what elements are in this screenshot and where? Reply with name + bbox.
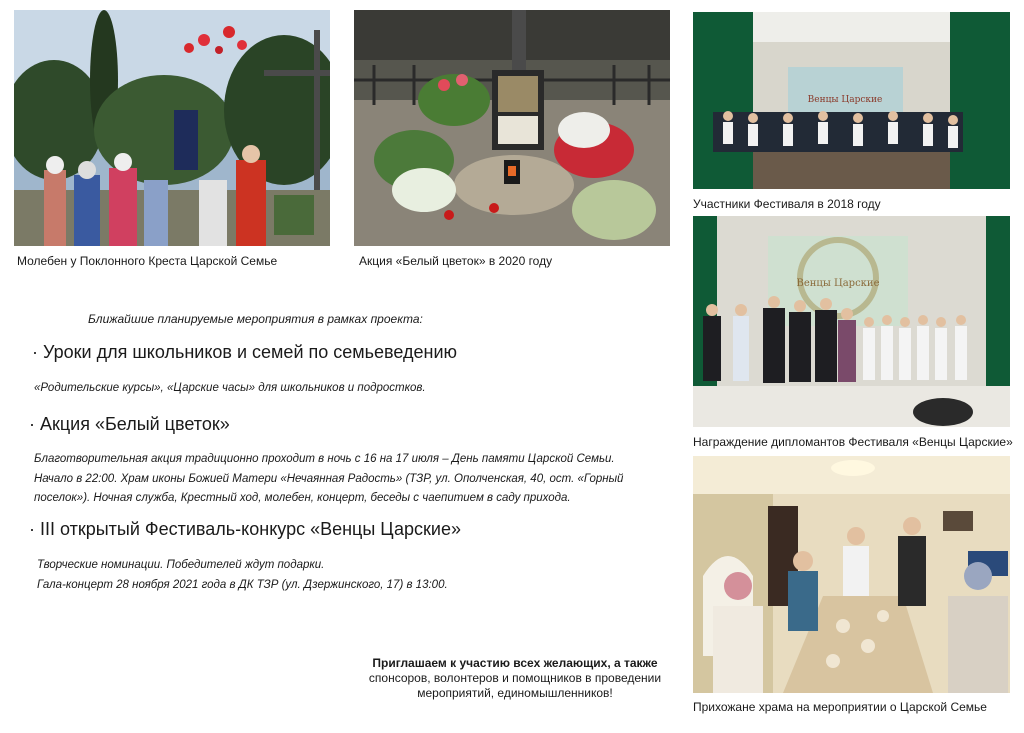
closing-line: мероприятий, единомышленников! (417, 686, 613, 700)
photo-parishioners (693, 456, 1010, 693)
photo-awards-ceremony (693, 216, 1010, 427)
event-text-white-flower (34, 450, 623, 509)
event-text-festival (37, 556, 448, 595)
event-heading-family-lessons: · Уроки для школьников и семей по семьеведению (32, 342, 458, 362)
photo-prayer-at-cross (14, 10, 330, 246)
event-line: поселок»). Ночная служба, Крестный ход, молебен, концерт, беседы с чаепитием в саду прихода. (34, 492, 571, 504)
festival-sign-text: Венцы Царские (807, 95, 883, 105)
event-line: Гала-концерт 28 ноября 2021 года в ДК ТЗР (ул. Дзержинского, 17) в 13:00. (37, 578, 448, 591)
caption-prayer-at-cross: Молебен у Поклонного Креста Царской Семье (17, 254, 278, 268)
event-line: Благотворительная акция традиционно проходит в ночь с 16 на 17 июля – День памяти Царской Семьи. (34, 453, 615, 465)
event-text-family-lessons (34, 379, 426, 399)
photo-festival-participants (693, 12, 1010, 189)
event-heading-festival: · III открытый Фестиваль-конкурс «Венцы Царские» (29, 519, 461, 539)
caption-awards-ceremony: Награждение дипломантов Фестиваля «Венцы Царские» (693, 435, 1013, 449)
event-line: Начало в 22:00. Храм иконы Божией Матери «Нечаянная Радость» (ТЗР, ул. Ополченская, 40, ост. «Горный (34, 472, 624, 485)
awards-sign-text: Венцы Царские (796, 278, 880, 289)
upcoming-events-intro: Ближайшие планируемые мероприятия в рамках проекта: (88, 312, 423, 326)
caption-parishioners: Прихожане храма на мероприятии о Царской Семье (693, 700, 987, 714)
event-line: Творческие номинации. Победителей ждут подарки. (37, 559, 325, 571)
closing-invitation-bold: Приглашаем к участию всех желающих, а также (372, 656, 658, 670)
caption-white-flower-action: Акция «Белый цветок» в 2020 году (359, 254, 553, 268)
event-line: «Родительские курсы», «Царские часы» для школьников и подростков. (34, 382, 426, 394)
event-heading-white-flower: · Акция «Белый цветок» (29, 414, 230, 434)
caption-festival-participants: Участники Фестиваля в 2018 году (693, 197, 881, 211)
photo-white-flower-action (354, 10, 670, 246)
closing-line: спонсоров, волонтеров и помощников в проведении (368, 671, 662, 685)
closing-invitation (350, 656, 680, 701)
